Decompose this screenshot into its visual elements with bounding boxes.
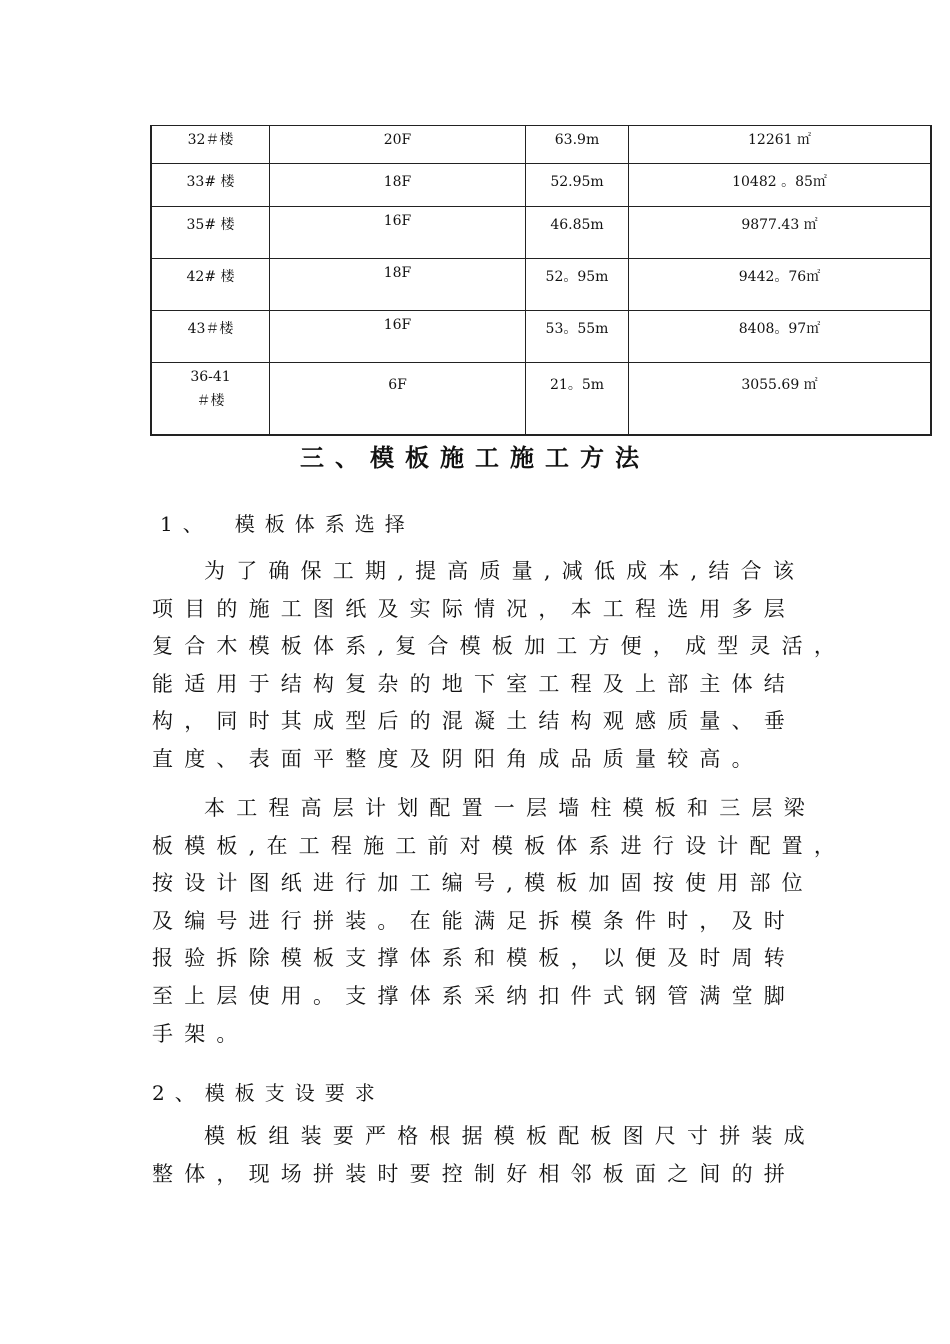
table-cell: 46.85m: [526, 207, 629, 259]
paragraph-line: 手架。: [152, 1021, 249, 1046]
table-row: [151, 164, 931, 207]
paragraph-line: 项目的施工图纸及实际情况，本工程选用多层: [152, 596, 796, 621]
section-heading: 三、模板施工施工方法: [300, 444, 650, 472]
paragraph-line: 至上层使用。支撑体系采纳扣件式钢管满堂脚: [152, 983, 796, 1008]
table-cell: 33# 楼: [151, 164, 270, 207]
table-cell: [270, 207, 526, 259]
paragraph-line: 按设计图纸进行加工编号,模板加固按使用部位: [152, 871, 814, 896]
table-cell: 53。55m: [526, 311, 629, 363]
table-cell: 32＃楼: [151, 126, 270, 164]
table-cell: 52。95m: [526, 259, 629, 311]
paragraph-line: 直度、表面平整度及阴阳角成品质量较高。: [152, 746, 764, 771]
table-cell: [270, 311, 526, 363]
table-cell: 6F: [270, 363, 526, 436]
table-cell: 8408。97㎡: [629, 311, 932, 363]
paragraph-3: [152, 1118, 852, 1193]
table-row: [151, 207, 931, 259]
table-cell: 18F: [270, 164, 526, 207]
table-row: [151, 311, 931, 363]
table-cell-text: 16F: [383, 213, 412, 229]
table-cell: 9442。76㎡: [629, 259, 932, 311]
table-row: [151, 126, 931, 164]
subsection-number: 1、: [160, 512, 213, 536]
paragraph-line: 为了确保工期,提高质量,减低成本,结合该: [204, 559, 806, 583]
table-cell: 3055.69 ㎡: [629, 363, 932, 436]
paragraph-line: 整体，现场拼装时要控制好相邻板面之间的拼: [152, 1161, 796, 1186]
paragraph-line: 复合木模板体系,复合模板加工方便，成型灵活，: [152, 634, 847, 659]
paragraph-line: 能适用于结构复杂的地下室工程及上部主体结: [152, 671, 796, 696]
building-table: [150, 125, 932, 436]
table-cell: 21。5m: [526, 363, 629, 436]
paragraph-line: 本工程高层计划配置一层墙柱模板和三层梁: [204, 796, 816, 820]
table-cell: 36-41 ＃楼: [151, 363, 270, 436]
paragraph-line: 及编号进行拼装。在能满足拆模条件时，及时: [152, 908, 796, 933]
paragraph-line: 模板组装要严格根据模板配板图尺寸拼装成: [204, 1124, 816, 1148]
subsection-title-2: 2、模板支设要求: [152, 1081, 385, 1105]
subsection-title-1: [160, 508, 415, 537]
table-cell: 42# 楼: [151, 259, 270, 311]
table-cell: 20F: [270, 126, 526, 164]
table-cell: 52.95m: [526, 164, 629, 207]
subsection-text: 模板体系选择: [234, 512, 415, 536]
paragraph-1: [152, 553, 852, 779]
table-cell: 43＃楼: [151, 311, 270, 363]
table-row: [151, 259, 931, 311]
table-cell-text: 18F: [383, 265, 412, 281]
paragraph-line: 报验拆除模板支撑体系和模板，以便及时周转: [152, 946, 796, 971]
paragraph-line: 构，同时其成型后的混凝土结构观感质量、垂: [152, 709, 796, 734]
table-row: [151, 363, 931, 436]
table-cell: 35# 楼: [151, 207, 270, 259]
table-cell: 9877.43 ㎡: [629, 207, 932, 259]
table-cell: 10482 。85㎡: [629, 164, 932, 207]
table-cell-text: 16F: [383, 317, 412, 333]
paragraph-2: [152, 790, 852, 1053]
table-cell: [270, 259, 526, 311]
paragraph-line: 板模板,在工程施工前对模板体系进行设计配置，: [152, 833, 847, 858]
table-cell: 63.9m: [526, 126, 629, 164]
table-cell: 12261 ㎡: [629, 126, 932, 164]
